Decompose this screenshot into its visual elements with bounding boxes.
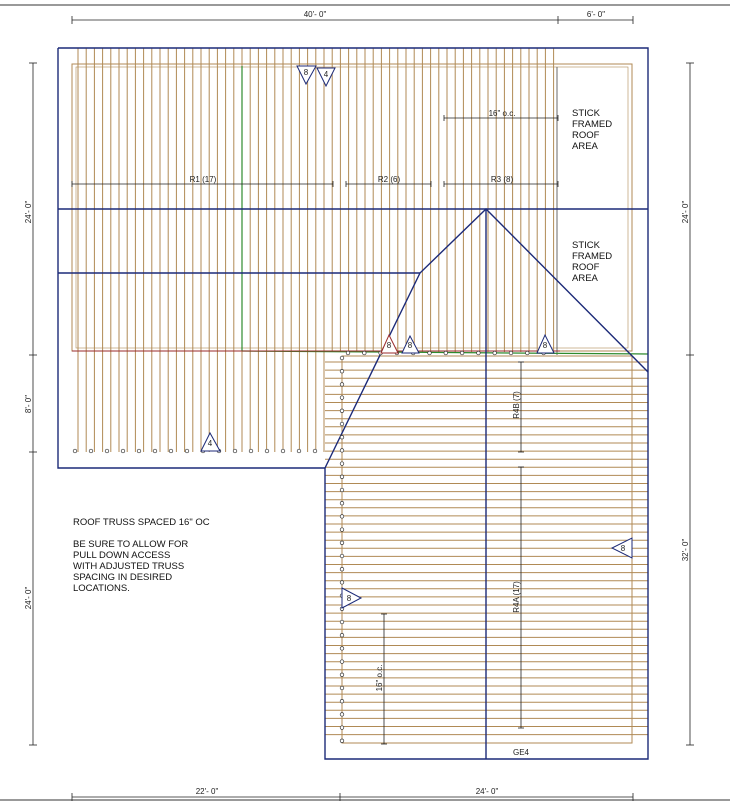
stick-upper-line-4: AREA [572,141,598,152]
bearing-point [340,567,344,571]
spacing-label-top: 16" o.c. [488,109,516,118]
general-notes [73,517,210,594]
bearing-point [340,686,344,690]
bearing-point [526,351,530,355]
bearing-point [340,699,344,703]
bearing-point [89,449,93,453]
dim-right-upper: 24'- 0" [681,200,690,224]
bearing-point [363,351,367,355]
note-spacing: ROOF TRUSS SPACED 16" OC [73,517,210,528]
dim-left-lower: 24'- 0" [24,586,33,610]
note-line-6: LOCATIONS. [73,583,130,594]
bearing-point [460,351,464,355]
stick-upper-line-2: FRAMED [572,119,613,130]
bearing-point [137,449,141,453]
spacing-label-bottom: 16" o.c. [375,664,384,692]
stick-lower-line-1: STICK [572,240,600,251]
svg-text:8: 8 [386,341,392,350]
bearing-point [73,449,77,453]
bearing-point [340,673,344,677]
gable-end-label: GE4 [512,748,530,757]
bearing-point [340,515,344,519]
svg-text:8: 8 [407,341,413,350]
svg-text:8: 8 [620,544,626,553]
bearing-point [428,351,432,355]
bearing-point [493,351,497,355]
bearing-point [340,449,344,453]
bearing-point [340,383,344,387]
svg-text:4: 4 [323,70,329,79]
bearing-point [340,528,344,532]
bearing-point [340,620,344,624]
dim-left-upper: 24'- 0" [24,200,33,224]
bearing-point [340,739,344,743]
bearing-point [340,462,344,466]
dim-left-middle: 8'- 0" [24,394,33,414]
bearing-point [169,449,173,453]
marker-wing-right [612,538,632,558]
bearing-point [340,581,344,585]
bearing-point [340,369,344,373]
svg-text:8: 8 [542,341,548,350]
bearing-point [346,351,350,355]
bearing-point [340,488,344,492]
svg-text:8: 8 [303,68,309,77]
bearing-point [265,449,269,453]
exterior-wall-outline [58,48,648,759]
bearing-point [153,449,157,453]
upper-truss-boundary [72,64,632,351]
note-line-4: WITH ADJUSTED TRUSS [73,561,185,572]
bearing-point [340,554,344,558]
dim-bottom-left: 22'- 0" [195,787,219,796]
bearing-point [340,501,344,505]
run-label-r4b: R4B (7) [512,391,521,419]
bearing-point [340,435,344,439]
bearing-point [340,356,344,360]
stick-lower-line-2: FRAMED [572,251,613,262]
svg-text:8: 8 [346,594,352,603]
stick-lower-line-3: ROOF [572,262,600,273]
note-line-2: BE SURE TO ALLOW FOR [73,539,189,550]
marker-valley-b [402,336,419,353]
stick-framed-label-lower [572,240,612,284]
stick-framed-label-upper [572,108,612,152]
run-label-r1: R1 (17) [189,175,217,184]
bearing-point [297,449,301,453]
bearing-point [340,541,344,545]
bearing-point [340,422,344,426]
bearing-point [509,351,513,355]
svg-text:4: 4 [207,439,213,448]
run-label-r3: R3 (8) [490,175,514,184]
dim-bottom-right: 24'- 0" [475,787,499,796]
upper-truss-group [78,48,554,452]
bearing-point [340,660,344,664]
bearing-point [340,396,344,400]
lower-truss-boundary [342,356,632,743]
bearing-point [105,449,109,453]
bearing-point [477,351,481,355]
marker-upper-right [537,335,554,353]
bearing-point [340,633,344,637]
bearing-point [249,449,253,453]
run-label-r2: R2 (6) [377,175,401,184]
dim-top-left: 40'- 0" [303,10,327,19]
marker-valley-a [381,335,398,353]
bearing-point [340,475,344,479]
stick-upper-line-1: STICK [572,108,600,119]
bearing-point [281,449,285,453]
stick-lower-line-4: AREA [572,273,598,284]
bearing-point [340,726,344,730]
bearing-point [121,449,125,453]
stick-upper-line-3: ROOF [572,130,600,141]
bearing-point [340,409,344,413]
run-label-r4a: R4A (17) [512,581,521,613]
bearing-point [444,351,448,355]
bearing-point [340,647,344,651]
bearing-point [313,449,317,453]
note-line-5: SPACING IN DESIRED [73,572,173,583]
bearing-point [340,713,344,717]
bearing-point [185,449,189,453]
note-line-3: PULL DOWN ACCESS [73,550,171,561]
bearing-point [233,449,237,453]
dim-top-right: 6'- 0" [586,10,606,19]
dim-right-lower: 32'- 0" [681,538,690,562]
